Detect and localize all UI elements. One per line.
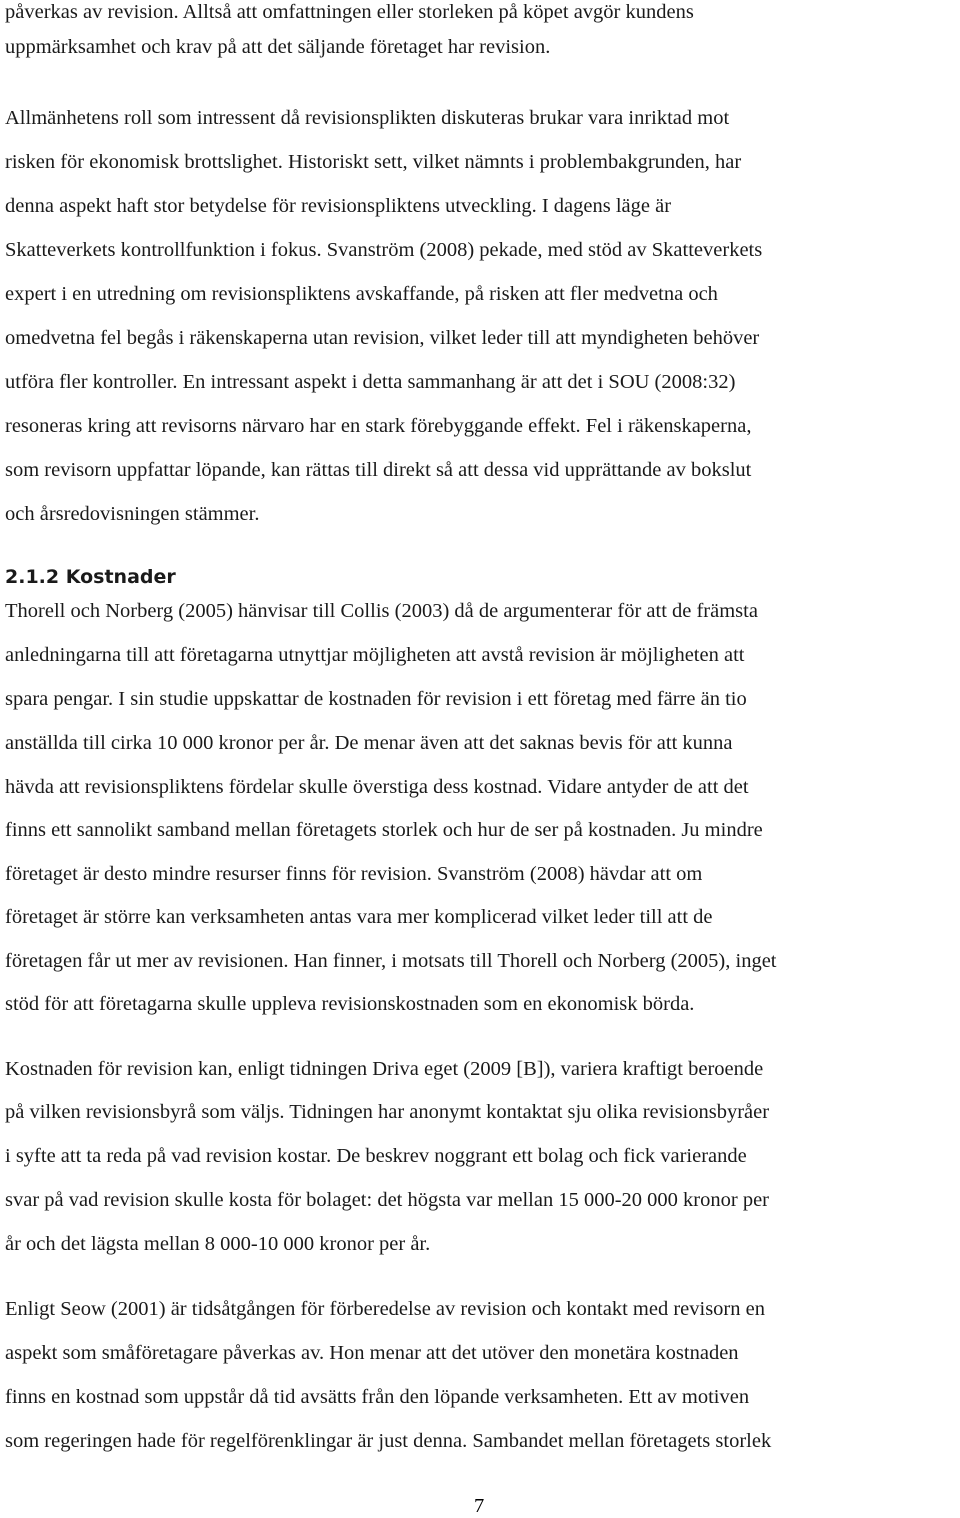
text-line: i syfte att ta reda på vad revision kostar. De beskrev noggrant ett bolag och fick varierande <box>5 1145 747 1167</box>
text-line: stöd för att företagarna skulle uppleva revisionskostnaden som en ekonomisk börda. <box>5 993 695 1015</box>
text-line: aspekt som småföretagare påverkas av. Hon menar att det utöver den monetära kostnaden <box>5 1342 739 1364</box>
text-line: risken för ekonomisk brottslighet. Historiskt sett, vilket nämnts i problembakgrunden, har <box>5 151 742 173</box>
text-line: finns ett sannolikt samband mellan företagets storlek och hur de ser på kostnaden. Ju mindre <box>5 819 763 841</box>
text-line: påverkas av revision. Alltså att omfattningen eller storleken på köpet avgör kundens <box>5 1 694 23</box>
text-line: och årsredovisningen stämmer. <box>5 503 260 525</box>
text-line: år och det lägsta mellan 8 000-10 000 kronor per år. <box>5 1233 431 1255</box>
text-line: spara pengar. I sin studie uppskattar de kostnaden för revision i ett företag med färre än tio <box>5 688 747 710</box>
page-number: 7 <box>474 1495 485 1517</box>
text-line: utföra fler kontroller. En intressant aspekt i detta sammanhang är att det i SOU (2008:32) <box>5 371 736 393</box>
text-line: företaget är desto mindre resurser finns för revision. Svanström (2008) hävdar att om <box>5 863 703 885</box>
text-line: resoneras kring att revisorns närvaro har en stark förebyggande effekt. Fel i räkenskaperna, <box>5 415 752 437</box>
text-line: finns en kostnad som uppstår då tid avsätts från den löpande verksamheten. Ett av motiven <box>5 1386 750 1408</box>
text-line: denna aspekt haft stor betydelse för revisionspliktens utveckling. I dagens läge är <box>5 195 672 217</box>
text-line: företagen får ut mer av revisionen. Han finner, i motsats till Thorell och Norberg (2005), inget <box>5 950 777 972</box>
text-line: omedvetna fel begås i räkenskaperna utan revision, vilket leder till att myndigheten behöver <box>5 327 760 349</box>
text-line: expert i en utredning om revisionspliktens avskaffande, på risken att fler medvetna och <box>5 283 718 305</box>
text-line: som regeringen hade för regelförenklingar är just denna. Sambandet mellan företagets storlek <box>5 1430 772 1452</box>
text-line: hävda att revisionspliktens fördelar skulle överstiga dess kostnad. Vidare antyder de att det <box>5 776 749 798</box>
text-line: på vilken revisionsbyrå som väljs. Tidningen har anonymt kontaktat sju olika revisionsbyråer <box>5 1101 770 1123</box>
text-line: Skatteverkets kontrollfunktion i fokus. Svanström (2008) pekade, med stöd av Skatteverkets <box>5 239 763 261</box>
text-line: Enligt Seow (2001) är tidsåtgången för förberedelse av revision och kontakt med revisorn en <box>5 1298 765 1320</box>
text-line: Thorell och Norberg (2005) hänvisar till Collis (2003) då de argumenterar för att de främsta <box>5 600 758 622</box>
section-heading: 2.1.2 Kostnader <box>5 566 176 588</box>
text-line: uppmärksamhet och krav på att det säljande företaget har revision. <box>5 36 551 58</box>
text-line: Kostnaden för revision kan, enligt tidningen Driva eget (2009 [B]), variera kraftigt beroende <box>5 1058 764 1080</box>
text-line: anledningarna till att företagarna utnyttjar möjligheten att avstå revision är möjligheten att <box>5 644 745 666</box>
text-line: anställda till cirka 10 000 kronor per år. De menar även att det saknas bevis för att kunna <box>5 732 733 754</box>
text-line: som revisorn uppfattar löpande, kan rättas till direkt så att dessa vid upprättande av bokslut <box>5 459 752 481</box>
text-line: svar på vad revision skulle kosta för bolaget: det högsta var mellan 15 000-20 000 kronor per <box>5 1189 770 1211</box>
text-line: företaget är större kan verksamheten antas vara mer komplicerad vilket leder till att de <box>5 906 713 928</box>
text-line: Allmänhetens roll som intressent då revisionsplikten diskuteras brukar vara inriktad mot <box>5 107 730 129</box>
